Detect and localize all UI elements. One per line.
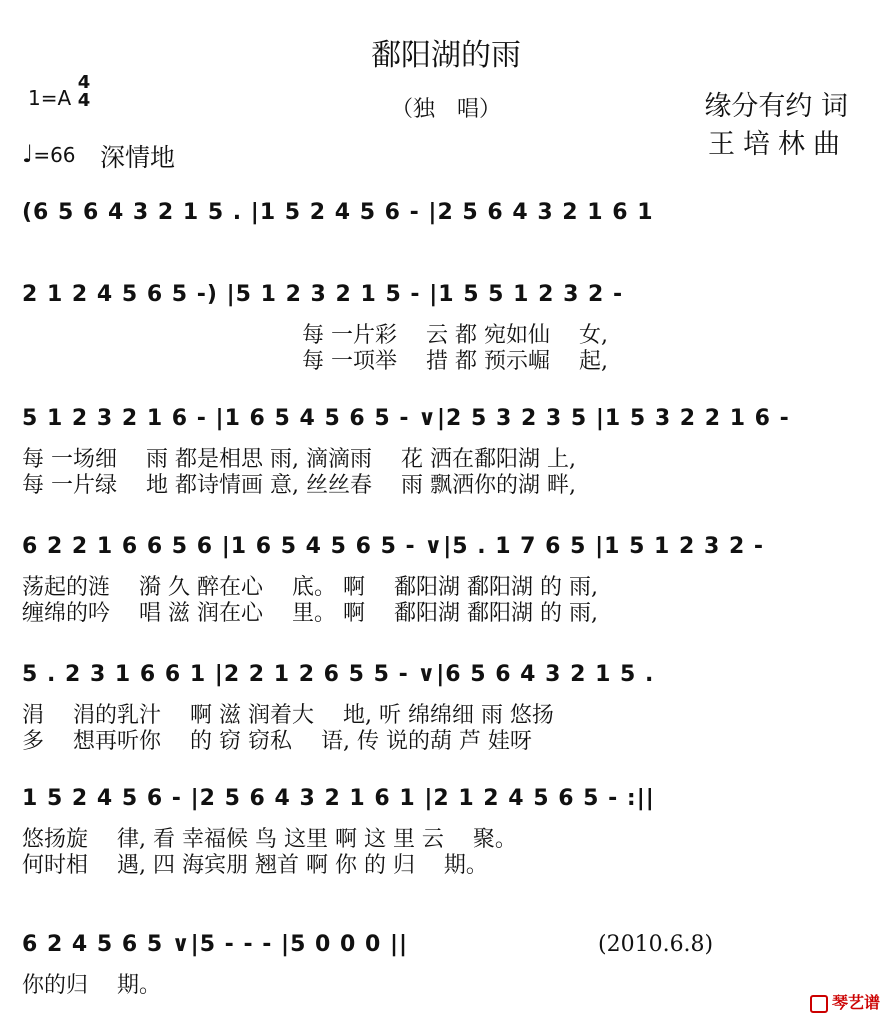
lyricist-credit: 缘分有约 词 bbox=[704, 91, 848, 122]
notation-line-1: (6 5 6 4 3 2 1 5 . |1 5 2 4 5 6 - |2 5 6 4 3 2 1 6 1 bbox=[22, 200, 654, 225]
watermark-logo bbox=[810, 990, 880, 1013]
quarter-note-icon: ♩ bbox=[22, 140, 34, 168]
lyrics-line-4-verse-1: 荡起的涟 漪 久 醉在心 底。 啊 鄱阳湖 鄱阳湖 的 雨, bbox=[22, 575, 598, 600]
lyrics-line-6-verse-2: 何时相 遇, 四 海宾朋 翘首 啊 你 的 归 期。 bbox=[22, 853, 488, 878]
lyrics-line-7-verse-1: 你的归 期。 bbox=[22, 973, 161, 998]
composer-credit: 王培林曲 bbox=[708, 129, 848, 160]
lyrics-line-6-verse-1: 悠扬旋 律, 看 幸福候 鸟 这里 啊 这 里 云 聚。 bbox=[22, 827, 517, 852]
notation-line-6: 1 5 2 4 5 6 - |2 5 6 4 3 2 1 6 1 |2 1 2 4 5 6 5 - :|| bbox=[22, 786, 655, 811]
notation-line-2: 2 1 2 4 5 6 5 -) |5 1 2 3 2 1 5 - |1 5 5 1 2 3 2 - bbox=[22, 282, 624, 307]
lyrics-line-2-verse-2: 每 一项举 措 都 预示崛 起, bbox=[302, 349, 608, 374]
lyrics-line-5-verse-1: 涓 涓的乳汁 啊 滋 润着大 地, 听 绵绵细 雨 悠扬 bbox=[22, 703, 554, 728]
watermark-text: 琴艺谱 bbox=[831, 993, 880, 1012]
logo-icon bbox=[810, 995, 828, 1013]
lyrics-line-5-verse-2: 多 想再听你 的 窃 窃私 语, 传 说的葫 芦 娃呀 bbox=[22, 729, 532, 754]
expression-mark: 深情地 bbox=[100, 143, 176, 172]
lyrics-line-3-verse-2: 每 一片绿 地 都诗情画 意, 丝丝春 雨 飘洒你的湖 畔, bbox=[22, 473, 576, 498]
notation-line-5: 5 . 2 3 1 6 6 1 |2 2 1 2 6 5 5 - ∨|6 5 6 4 3 2 1 5 . bbox=[22, 662, 655, 687]
notation-line-7: 6 2 4 5 6 5 ∨|5 - - - |5 0 0 0 || bbox=[22, 932, 409, 957]
song-subtitle: （独 唱） bbox=[390, 97, 501, 122]
notation-line-3: 5 1 2 3 2 1 6 - |1 6 5 4 5 6 5 - ∨|2 5 3 2 3 5 |1 5 3 2 2 1 6 - bbox=[22, 406, 790, 431]
composition-date: (2010.6.8) bbox=[598, 932, 714, 957]
key-signature: 1=A bbox=[28, 86, 72, 110]
lyrics-line-4-verse-2: 缠绵的吟 唱 滋 润在心 里。 啊 鄱阳湖 鄱阳湖 的 雨, bbox=[22, 601, 598, 626]
time-signature bbox=[76, 74, 92, 110]
tempo-mark bbox=[22, 140, 76, 168]
song-title: 鄱阳湖的雨 bbox=[371, 38, 521, 73]
tempo-value: =66 bbox=[33, 143, 76, 167]
lyrics-line-2-verse-1: 每 一片彩 云 都 宛如仙 女, bbox=[302, 323, 608, 348]
time-signature-bottom: 4 bbox=[77, 90, 91, 111]
time-signature-top: 4 bbox=[77, 72, 91, 93]
notation-line-4: 6 2 2 1 6 6 5 6 |1 6 5 4 5 6 5 - ∨|5 . 1 7 6 5 |1 5 1 2 3 2 - bbox=[22, 534, 765, 559]
lyrics-line-3-verse-1: 每 一场细 雨 都是相思 雨, 滴滴雨 花 洒在鄱阳湖 上, bbox=[22, 447, 576, 472]
